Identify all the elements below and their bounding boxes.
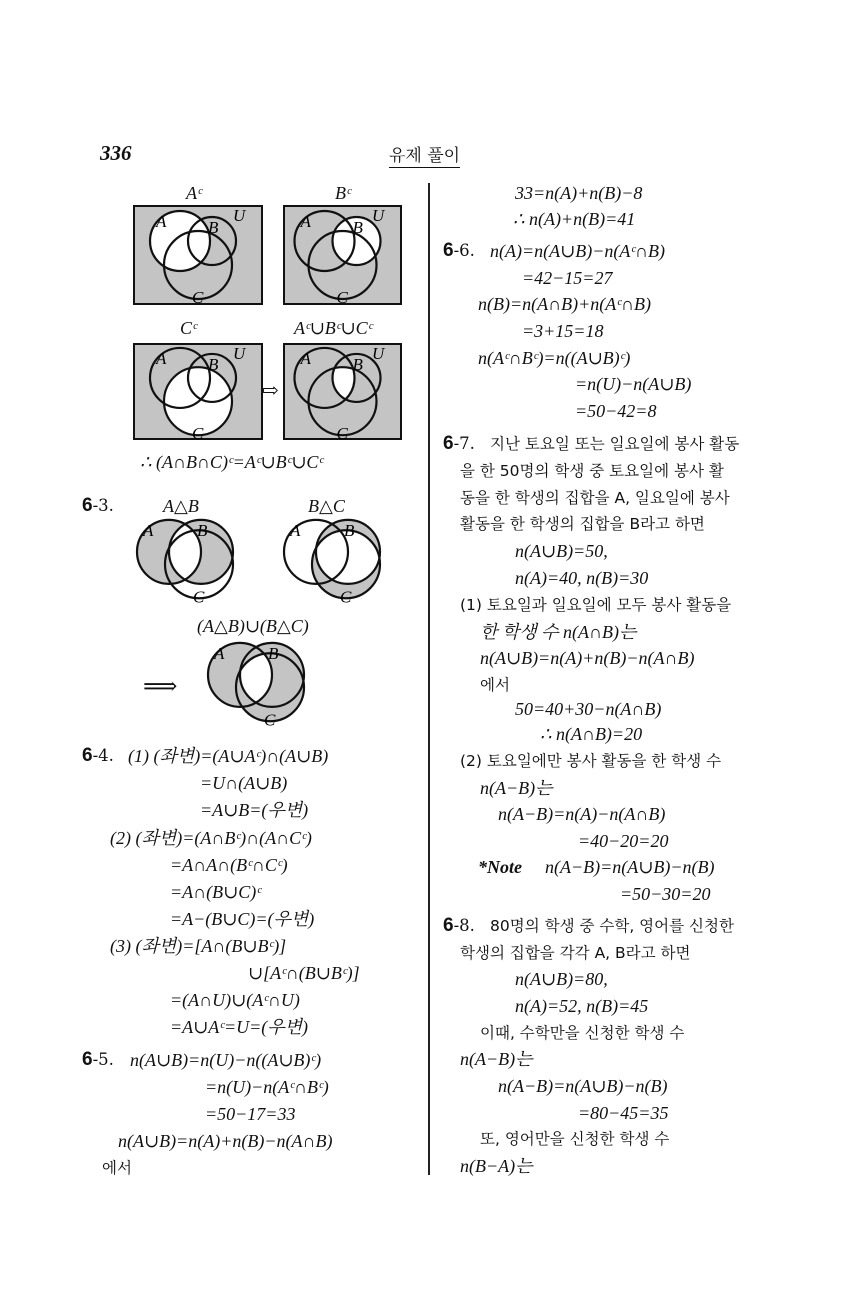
label-a-sym-b: A△B	[163, 496, 199, 516]
universal-label: U	[233, 206, 246, 225]
label-union-sym: (A△B)∪(B△C)	[197, 616, 309, 636]
set-label-b: B	[197, 520, 208, 540]
label-union-complements: Aᶜ∪Bᶜ∪Cᶜ	[294, 318, 373, 338]
set-label-c: C	[193, 587, 205, 607]
text-line: 50=40+30−n(A∩B)	[515, 699, 662, 719]
problem-number: 6	[443, 433, 454, 454]
set-label-b: B	[352, 354, 363, 374]
set-label-c: C	[340, 587, 352, 607]
text-line: =42−15=27	[522, 268, 613, 288]
text-line: n(A−B)=n(A∪B)−n(B)	[498, 1076, 668, 1096]
problem-p68-label	[443, 916, 475, 936]
text-line: n(A−B)는	[480, 778, 553, 798]
text-line: n(A∪B)=n(A)+n(B)−n(A∩B)	[118, 1131, 333, 1151]
text-line: n(A−B)=n(A)−n(A∩B)	[498, 804, 666, 824]
problem-p65-label	[82, 1050, 114, 1070]
text-line: =80−45=35	[578, 1103, 669, 1123]
column-divider	[428, 183, 430, 1175]
text-line: 33=n(A)+n(B)−8	[515, 183, 643, 203]
set-label-c: C	[336, 424, 348, 440]
arrow-icon: ⇨	[262, 378, 279, 402]
problem-suffix: -7.	[453, 434, 475, 453]
set-label-c: C	[192, 424, 204, 440]
text-line: =3+15=18	[522, 321, 604, 341]
set-label-c: C	[264, 710, 276, 730]
problem-suffix: -4.	[92, 746, 114, 765]
text-line: n(A)=52, n(B)=45	[515, 996, 649, 1016]
set-label-b: B	[208, 354, 219, 374]
label-b-sym-c: B△C	[308, 496, 345, 516]
text-line: =A∩A∩(Bᶜ∩Cᶜ)	[170, 855, 288, 875]
text-line: ∴ n(A∩B)=20	[540, 724, 643, 744]
de-morgan-conclusion: ∴ (A∩B∩C)ᶜ=Aᶜ∪Bᶜ∪Cᶜ	[140, 452, 324, 472]
universal-label: U	[372, 344, 385, 363]
set-label-a: A	[300, 348, 311, 368]
text-line: (1) (좌변)=(A∪Aᶜ)∩(A∪B)	[128, 746, 329, 766]
set-label-c: C	[336, 288, 348, 305]
problem-p64-label	[82, 746, 114, 766]
text-line: =(A∩U)∪(Aᶜ∩U)	[170, 990, 300, 1010]
text-line: =50−42=8	[575, 401, 657, 421]
problem-6-3-label: 6-3.	[82, 495, 114, 516]
label-a-complement: Aᶜ	[186, 183, 202, 203]
text-line: ∴ n(A)+n(B)=41	[513, 209, 636, 229]
text-line: 동을 한 학생의 집합을 A, 일요일에 봉사	[460, 489, 730, 507]
set-label-b: B	[344, 520, 355, 540]
text-line: 에서	[480, 676, 510, 694]
text-line: n(A)=n(A∪B)−n(Aᶜ∩B)	[490, 241, 666, 261]
text-line: ∪[Aᶜ∩(B∪Bᶜ)]	[248, 963, 360, 983]
text-line: 학생의 집합을 각각 A, B라고 하면	[460, 944, 691, 962]
universal-label: U	[233, 344, 246, 363]
text-line: (1) 토요일과 일요일에 모두 봉사 활동을	[460, 596, 732, 614]
text-line: 을 한 50명의 학생 중 토요일에 봉사 활	[460, 462, 724, 480]
problem-suffix: -8.	[453, 916, 475, 935]
problem-number: 6	[82, 1049, 93, 1070]
text-line: 이때, 수학만을 신청한 학생 수	[480, 1024, 685, 1042]
text-line: n(A∪B)=50,	[515, 541, 608, 561]
venn-union-complements	[283, 343, 402, 440]
text-line: n(Aᶜ∩Bᶜ)=n((A∪B)ᶜ)	[478, 348, 631, 368]
label-b-complement: Bᶜ	[335, 183, 351, 203]
text-line: n(A∪B)=n(A)+n(B)−n(A∩B)	[480, 648, 695, 668]
problem-p66-label	[443, 241, 475, 261]
text-line: (2) 토요일에만 봉사 활동을 한 학생 수	[460, 752, 722, 770]
text-line: =A∪Aᶜ=U=(우변)	[170, 1017, 309, 1037]
text-line: n(B−A)는	[460, 1156, 533, 1176]
set-label-a: A	[214, 643, 225, 663]
set-label-a: A	[156, 212, 167, 231]
text-line: 한 학생 수 n(A∩B)는	[480, 622, 637, 642]
venn-b-sym-c	[272, 512, 392, 607]
venn-union-sym	[196, 635, 316, 730]
set-label-b: B	[268, 643, 279, 663]
text-line: =50−17=33	[205, 1104, 296, 1124]
page-number: 336	[100, 141, 132, 165]
text-line: =U∩(A∪B)	[200, 773, 288, 793]
text-line: =n(U)−n(Aᶜ∩Bᶜ)	[205, 1077, 329, 1097]
text-line: 지난 토요일 또는 일요일에 봉사 활동	[490, 435, 740, 453]
problem-p67-label	[443, 434, 475, 454]
text-line: =A∪B=(우변)	[200, 800, 309, 820]
set-label-a: A	[143, 520, 154, 540]
text-line: =40−20=20	[578, 831, 669, 851]
page-title: 유제 풀이	[389, 141, 460, 168]
implies-arrow-icon: ⟹	[143, 672, 178, 700]
problem-number: 6	[443, 240, 454, 261]
text-line: =A−(B∪C)=(우변)	[170, 909, 315, 929]
set-label-a: A	[156, 348, 167, 368]
text-line: (3) (좌변)=[A∩(B∪Bᶜ)]	[110, 936, 287, 956]
venn-a-sym-b	[125, 512, 245, 607]
problem-number: 6	[82, 745, 93, 766]
text-line: n(A−B)=n(A∪B)−n(B)	[545, 857, 715, 877]
text-line: 80명의 학생 중 수학, 영어를 신청한	[490, 917, 734, 935]
venn-b-complement	[283, 205, 402, 305]
set-label-b: B	[208, 218, 219, 237]
text-line: n(B)=n(A∩B)+n(Aᶜ∩B)	[478, 294, 651, 314]
text-line: n(A−B)는	[460, 1049, 533, 1069]
problem-number: 6	[443, 915, 454, 936]
venn-a-complement	[133, 205, 263, 305]
text-line: =n(U)−n(A∪B)	[575, 374, 692, 394]
set-label-b: B	[352, 218, 363, 237]
text-line: (2) (좌변)=(A∩Bᶜ)∩(A∩Cᶜ)	[110, 828, 312, 848]
set-label-a: A	[290, 520, 301, 540]
venn-c-complement	[133, 343, 263, 440]
text-line: =50−30=20	[620, 884, 711, 904]
problem-suffix: -6.	[453, 241, 475, 260]
text-line: 에서	[102, 1159, 132, 1177]
note-label: *Note	[478, 857, 522, 877]
text-line: 활동을 한 학생의 집합을 B라고 하면	[460, 515, 705, 533]
label-c-complement: Cᶜ	[180, 318, 197, 338]
text-line: n(A∪B)=80,	[515, 969, 608, 989]
set-label-a: A	[300, 212, 311, 231]
text-line: n(A∪B)=n(U)−n((A∪B)ᶜ)	[130, 1050, 322, 1070]
problem-suffix: -5.	[92, 1050, 114, 1069]
text-line: =A∩(B∪C)ᶜ	[170, 882, 261, 902]
text-line: 또, 영어만을 신청한 학생 수	[480, 1130, 670, 1148]
set-label-c: C	[192, 288, 204, 305]
text-line: n(A)=40, n(B)=30	[515, 568, 649, 588]
universal-label: U	[372, 206, 385, 225]
